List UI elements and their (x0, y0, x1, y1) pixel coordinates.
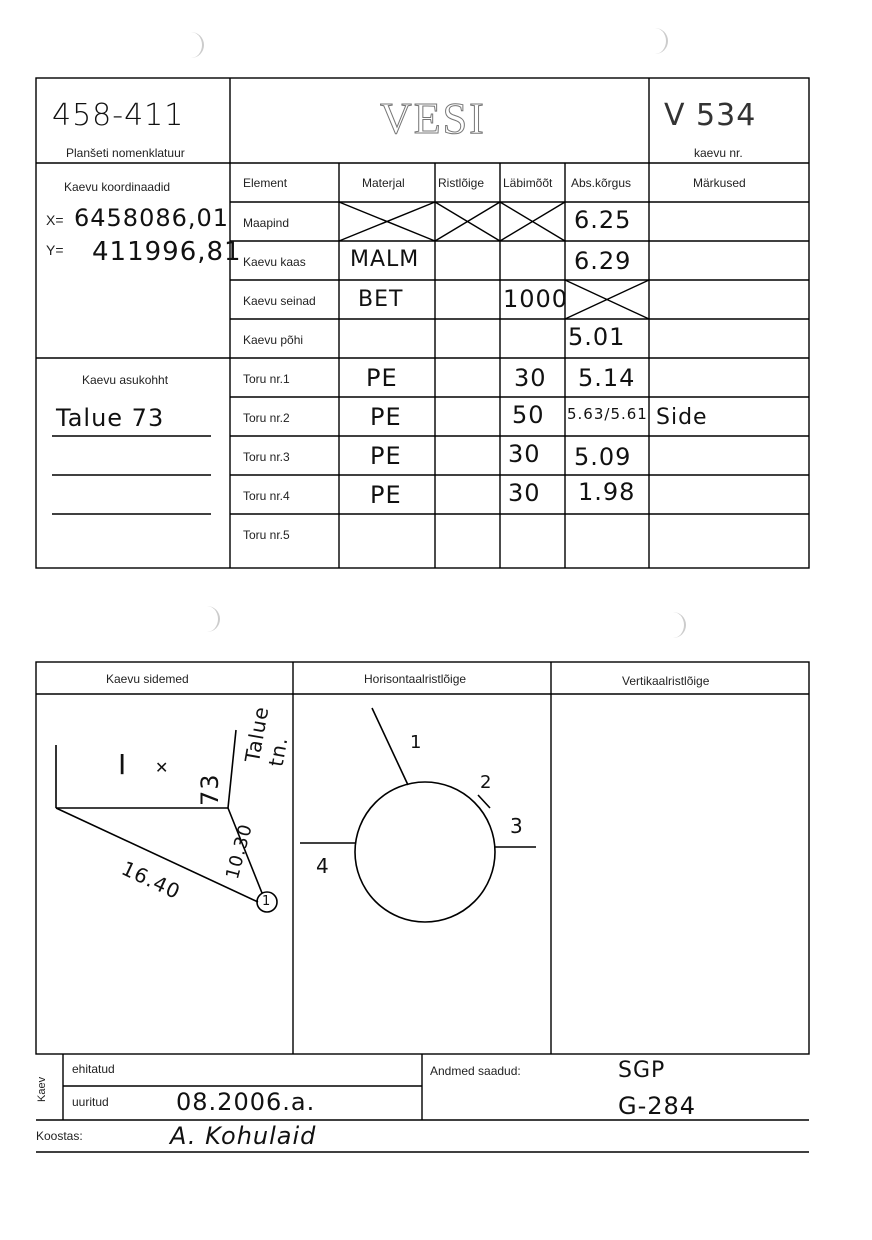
surveyed-label: uuritud (72, 1095, 109, 1109)
row-height: 5.01 (568, 323, 626, 351)
col-header-element: Element (243, 176, 288, 190)
nomenclature-label: Planšeti nomenklatuur (66, 146, 185, 160)
col-header-height: Abs.kõrgus (571, 176, 632, 190)
row-diameter: 1000 (503, 285, 569, 313)
row-notes: Side (656, 405, 708, 430)
coordinates-label: Kaevu koordinaadid (64, 180, 171, 194)
row-element: Toru nr.5 (243, 528, 290, 542)
row-diameter: 30 (508, 479, 541, 507)
row-height: 1.98 (578, 478, 636, 506)
pipe-label: 4 (316, 854, 330, 878)
well-number-value: V 534 (664, 98, 757, 133)
location-value: Talue 73 (56, 404, 165, 432)
row-height: 5.14 (578, 364, 636, 392)
horizontal-label: Horisontaalristlõige (364, 672, 467, 686)
surveyed-value: 08.2006.a. (176, 1088, 316, 1116)
pipe-label: 1 (410, 732, 423, 753)
row-element: Toru nr.3 (243, 450, 290, 464)
row-element: Maapind (243, 216, 290, 230)
ties-label: Kaevu sidemed (106, 672, 189, 686)
author-value: A. Kohulaid (170, 1122, 317, 1150)
row-element: Kaevu põhi (243, 333, 304, 347)
row-material: PE (370, 442, 402, 470)
row-diameter: 30 (508, 440, 541, 468)
y-value: 411996,81 (92, 237, 242, 267)
street-label: Talue tn. (240, 704, 293, 769)
x-label: X= (46, 212, 64, 228)
row-element: Toru nr.2 (243, 411, 290, 425)
building-label: I (118, 748, 128, 781)
pipe-label: 3 (510, 814, 524, 838)
col-header-notes: Märkused (693, 176, 746, 190)
location-label: Kaevu asukohht (82, 373, 169, 387)
vertical-label: Vertikaalristlõige (622, 674, 710, 688)
well-mark: 1 (262, 894, 272, 909)
page-title: VESI (380, 94, 486, 143)
col-header-material: Materjal (362, 176, 405, 190)
y-label: Y= (46, 242, 64, 258)
data-source-label: Andmed saadud: (430, 1064, 521, 1078)
col-header-diameter: Läbimõõt (503, 176, 553, 190)
row-material: PE (370, 403, 402, 431)
row-material: MALM (350, 247, 420, 272)
row-material: BET (358, 287, 404, 312)
row-height: 6.29 (574, 247, 632, 275)
nomenclature-value: 458-411 (52, 98, 185, 133)
house-number: 73 (196, 773, 224, 806)
row-material: PE (370, 481, 402, 509)
col-header-cross: Ristlõige (438, 176, 485, 190)
pipe-label: 2 (480, 772, 493, 793)
distance-a: 10.30 (222, 821, 257, 882)
row-material: PE (366, 364, 398, 392)
side-label: Kaev (36, 1076, 48, 1102)
data-source-1: SGP (618, 1058, 666, 1083)
row-element: Kaevu kaas (243, 255, 306, 269)
row-element: Kaevu seinad (243, 294, 316, 308)
row-height: 5.09 (574, 443, 632, 471)
row-element: Toru nr.4 (243, 489, 290, 503)
row-diameter: 50 (512, 401, 545, 429)
well-number-label: kaevu nr. (694, 146, 743, 160)
author-label: Koostas: (36, 1129, 83, 1143)
building-marker-icon: ✕ (155, 760, 169, 777)
row-diameter: 30 (514, 364, 547, 392)
data-source-2: G-284 (618, 1092, 697, 1120)
row-element: Toru nr.1 (243, 372, 290, 386)
row-height: 6.25 (574, 206, 632, 234)
row-height: 5.63/5.61 (567, 405, 648, 423)
distance-b: 16.40 (117, 856, 185, 905)
x-value: 6458086,01 (74, 204, 230, 232)
built-label: ehitatud (72, 1062, 115, 1076)
